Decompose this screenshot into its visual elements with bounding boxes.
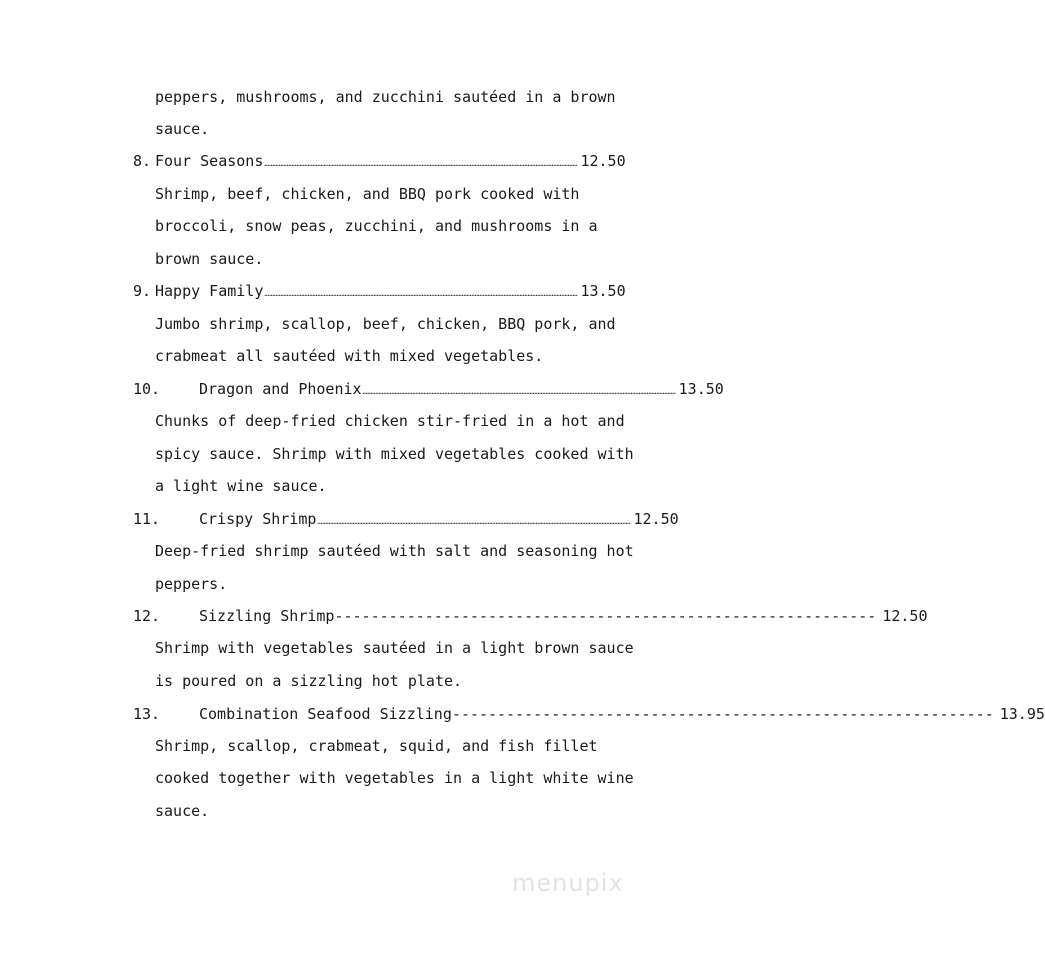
menu-item-happy-family — [133, 281, 626, 301]
dash-leader: ------------------------------------------------------------ — [451, 705, 994, 723]
item-number: 11. — [133, 510, 161, 528]
dot-leader: …………………………………………………………………………………………………………………………………………………………………………… — [317, 517, 631, 526]
item-number: 13. — [133, 705, 161, 723]
item-price: 12.50 — [633, 510, 679, 528]
item-price: 12.50 — [580, 152, 626, 170]
menu-item-combination-seafood-sizzling — [133, 704, 1045, 724]
item-price: 13.50 — [678, 380, 724, 398]
item-name: Sizzling Shrimp — [199, 607, 335, 625]
item-description-line: Jumbo shrimp, scallop, beef, chicken, BBQ pork, and — [155, 315, 616, 333]
item-name: Happy Family — [155, 282, 264, 300]
dot-leader: …………………………………………………………………………………………………………………………………………………………………………… — [264, 159, 578, 168]
menu-item-crispy-shrimp — [133, 509, 679, 529]
dash-leader: ------------------------------------------------------------ — [334, 607, 877, 625]
dot-leader: …………………………………………………………………………………………………………………………………………………………………………… — [362, 387, 676, 396]
item-number: 10. — [133, 380, 161, 398]
menu-item-dragon-and-phoenix — [133, 379, 724, 399]
item-description-line: Shrimp, beef, chicken, and BBQ pork cooked with — [155, 185, 580, 203]
item-description-line: crabmeat all sautéed with mixed vegetables. — [155, 347, 544, 365]
item-number: 9. — [133, 282, 152, 300]
item-description-line: Deep-fried shrimp sautéed with salt and seasoning hot — [155, 542, 634, 560]
item-description-line: cooked together with vegetables in a light white wine — [155, 769, 634, 787]
dot-leader: …………………………………………………………………………………………………………………………………………………………………………… — [264, 289, 578, 298]
item-description-line: spicy sauce. Shrimp with mixed vegetables cooked with — [155, 445, 634, 463]
intro-line: sauce. — [155, 120, 210, 138]
item-description-line: a light wine sauce. — [155, 477, 327, 495]
item-description-line: peppers. — [155, 575, 228, 593]
intro-line: peppers, mushrooms, and zucchini sautéed in a brown — [155, 88, 616, 106]
item-price: 13.95 — [999, 705, 1045, 723]
item-description-line: is poured on a sizzling hot plate. — [155, 672, 463, 690]
menupix-watermark: menupix — [512, 869, 624, 897]
menu-item-sizzling-shrimp — [133, 606, 928, 626]
item-name: Four Seasons — [155, 152, 264, 170]
item-description-line: sauce. — [155, 802, 210, 820]
item-description-line: Chunks of deep-fried chicken stir-fried in a hot and — [155, 412, 625, 430]
item-number: 12. — [133, 607, 161, 625]
item-name: Dragon and Phoenix — [199, 380, 362, 398]
item-name: Crispy Shrimp — [199, 510, 317, 528]
item-description-line: Shrimp with vegetables sautéed in a light brown sauce — [155, 639, 634, 657]
item-name: Combination Seafood Sizzling — [199, 705, 452, 723]
item-price: 13.50 — [580, 282, 626, 300]
menu-item-four-seasons — [133, 151, 626, 171]
item-description-line: broccoli, snow peas, zucchini, and mushrooms in a — [155, 217, 598, 235]
item-description-line: Shrimp, scallop, crabmeat, squid, and fish fillet — [155, 737, 598, 755]
item-price: 12.50 — [882, 607, 928, 625]
item-number: 8. — [133, 152, 152, 170]
item-description-line: brown sauce. — [155, 250, 264, 268]
